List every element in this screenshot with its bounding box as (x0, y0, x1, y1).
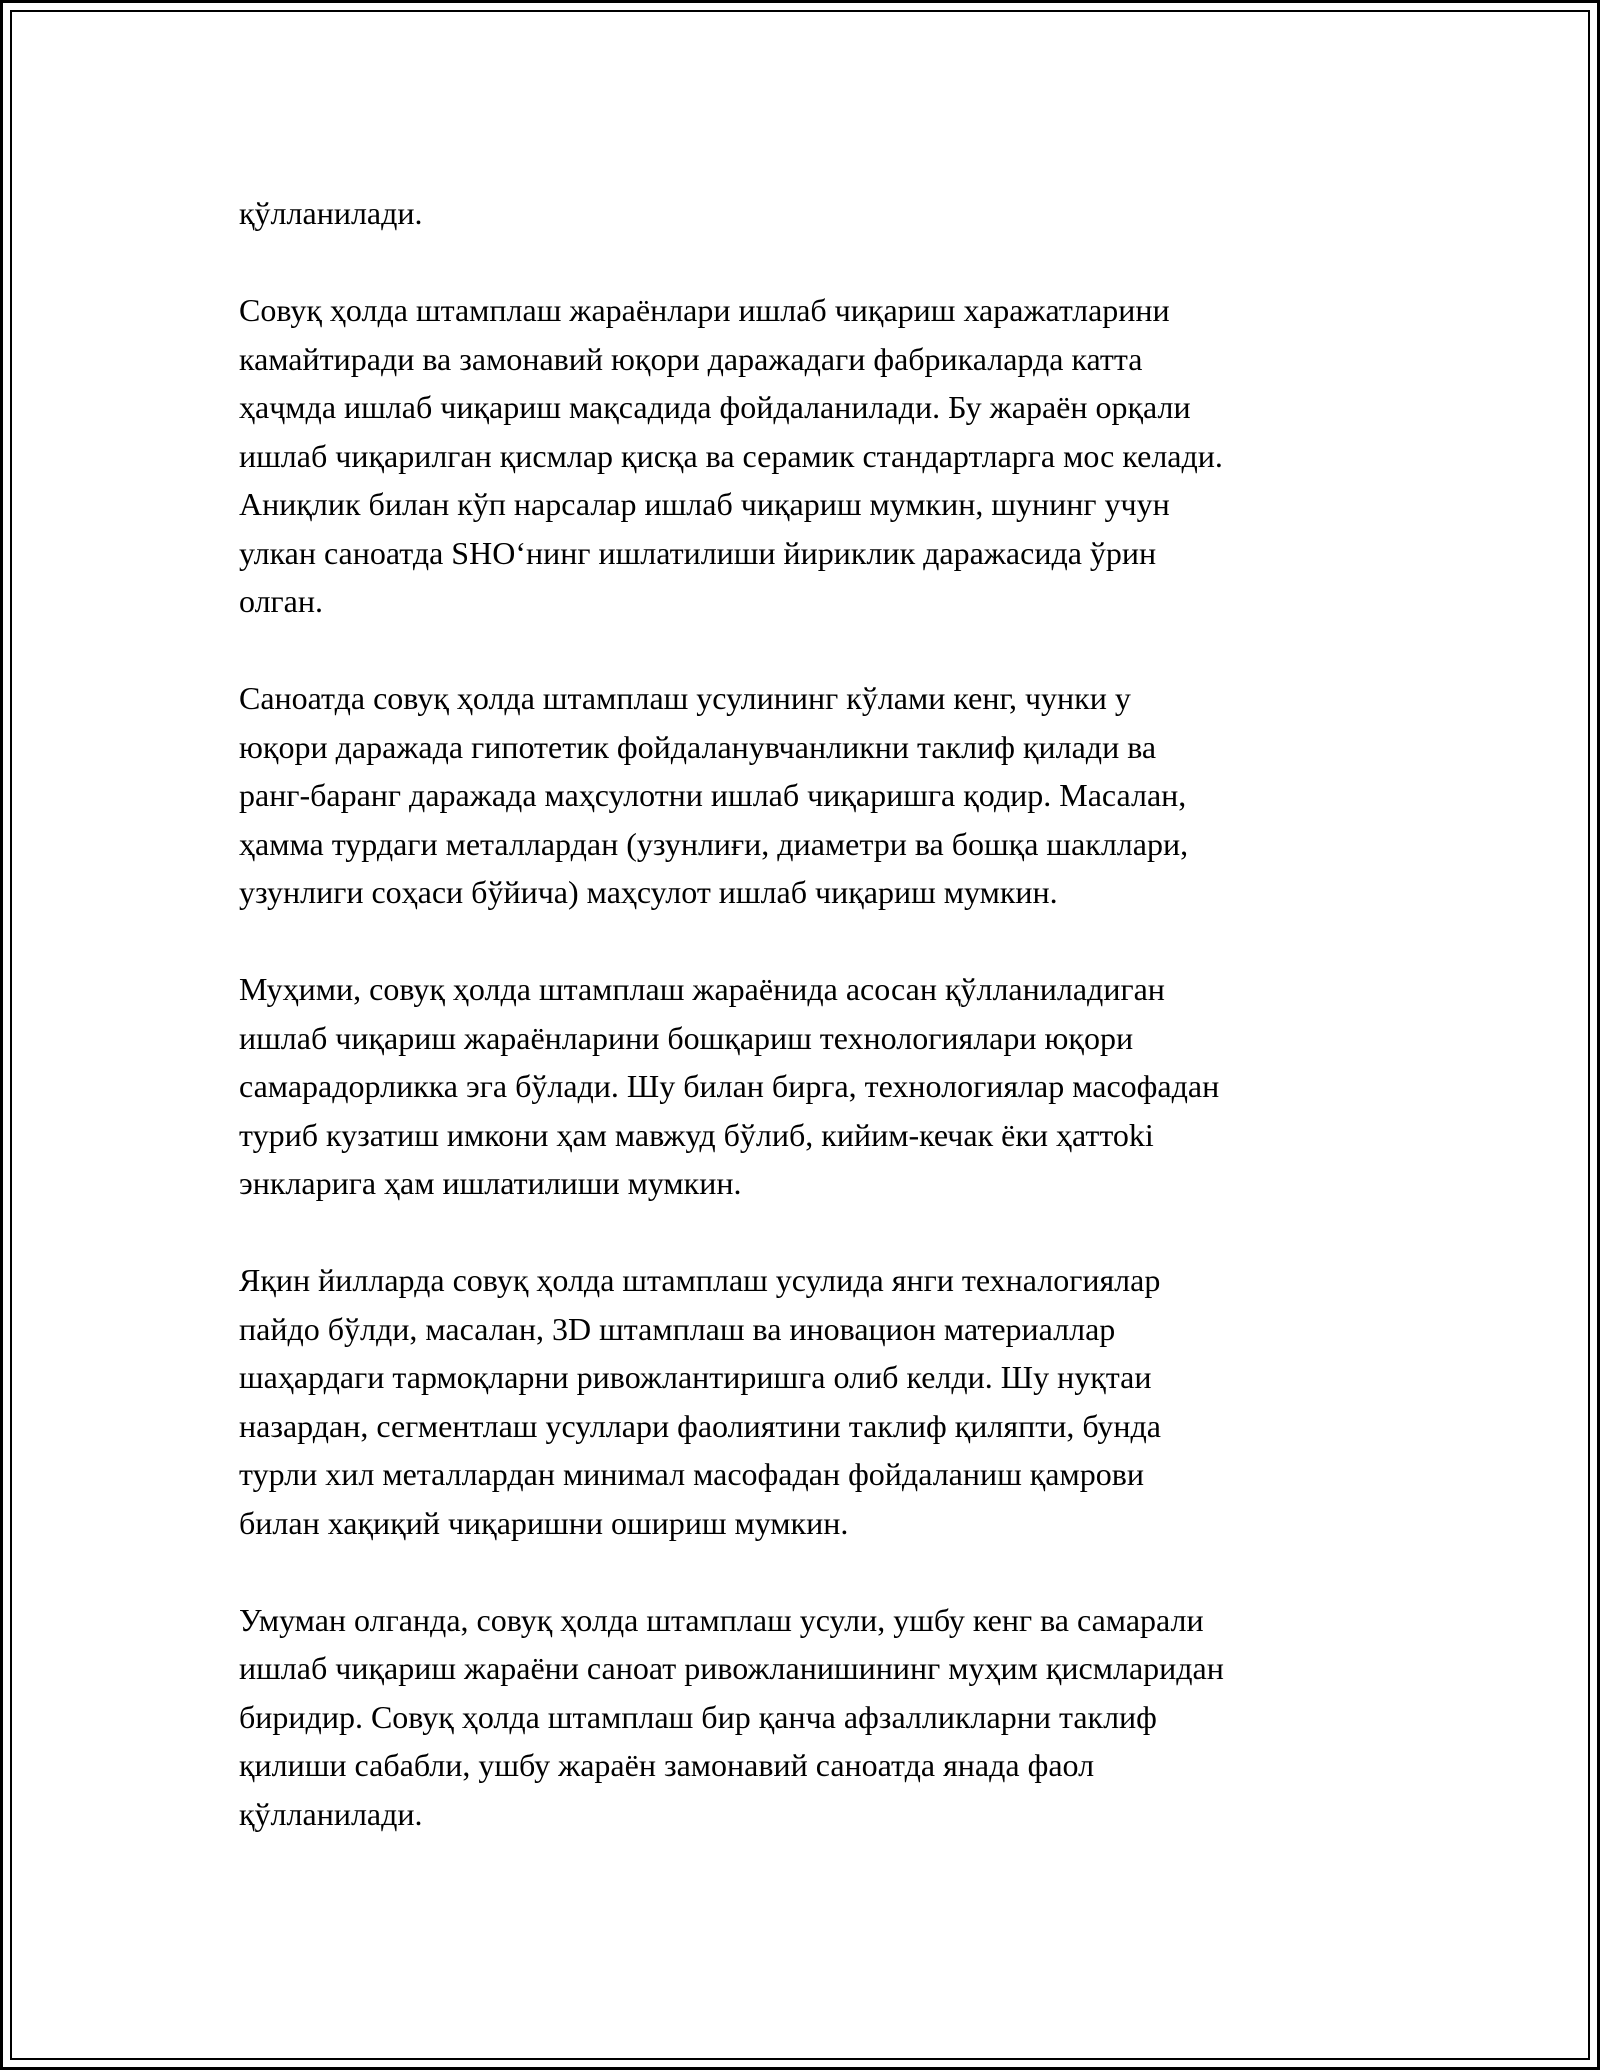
paragraph-3: Саноатда совуқ ҳолда штамплаш усулининг кўлами кенг, чунки у юқори даражада гипотетик фойдаланувчанликни таклиф қилади ва ранг-баранг даражада маҳсулотни ишлаб чиқаришга қодир. Масалан, ҳамма турдаги металлардан (узунлиғи, диаметри ва бошқа шакллари, узунлиги соҳаси бўйича) маҳсулот ишлаб чиқариш мумкин. (239, 680, 1189, 910)
paragraph-1: қўлланилади. (239, 195, 423, 231)
paragraph-2: Совуқ ҳолда штамплаш жараёнлари ишлаб чиқариш харажатларини камайтиради ва замонавий юқори даражадаги фабрикаларда катта ҳаҷмда ишлаб чиқариш мақсадида фойдаланилади. Бу жараён орқали ишлаб чиқарилган қисмлар қисқа ва серамик стандартларга мос келади. Аниқлик билан кўп нарсалар ишлаб чиқариш мумкин, шунинг учун улкан саноатда SHOʻнинг ишлатилиши йириклик даражасида ўрин олган. (239, 292, 1223, 619)
document-body (239, 189, 1399, 1838)
paragraph-5: Яқин йилларда совуқ ҳолда штамплаш усулида янги техналогиялар пайдо бўлди, масалан, 3D штамплаш ва иновацион материаллар шаҳардаги тармоқларни ривожлантиришга олиб келди. Шу нуқтаи назардан, сегментлаш усуллари фаолиятини таклиф қиляпти, бунда турли хил металлардан минимал масофадан фойдаланиш қамрови билан хақиқий чиқаришни ошириш мумкин. (239, 1262, 1161, 1541)
paragraph-6: Умуман олганда, совуқ ҳолда штамплаш усули, ушбу кенг ва самарали ишлаб чиқариш жараёни саноат ривожланишининг муҳим қисмларидан биридир. Совуқ ҳолда штамплаш бир қанча афзалликларни таклиф қилиши сабабли, ушбу жараён замонавий саноатда янада фаол қўлланилади. (239, 1601, 1224, 1832)
paragraph-4: Муҳими, совуқ ҳолда штамплаш жараёнида асосан қўлланиладиган ишлаб чиқариш жараёнларини бошқариш технологиялари юқори самарадорликка эга бўлади. Шу билан бирга, технологиялар масофадан туриб кузатиш имкони ҳам мавжуд бўлиб, кийим-кечак ёки ҳаттоki энкларига ҳам ишлатилиши мумкин. (239, 971, 1220, 1201)
